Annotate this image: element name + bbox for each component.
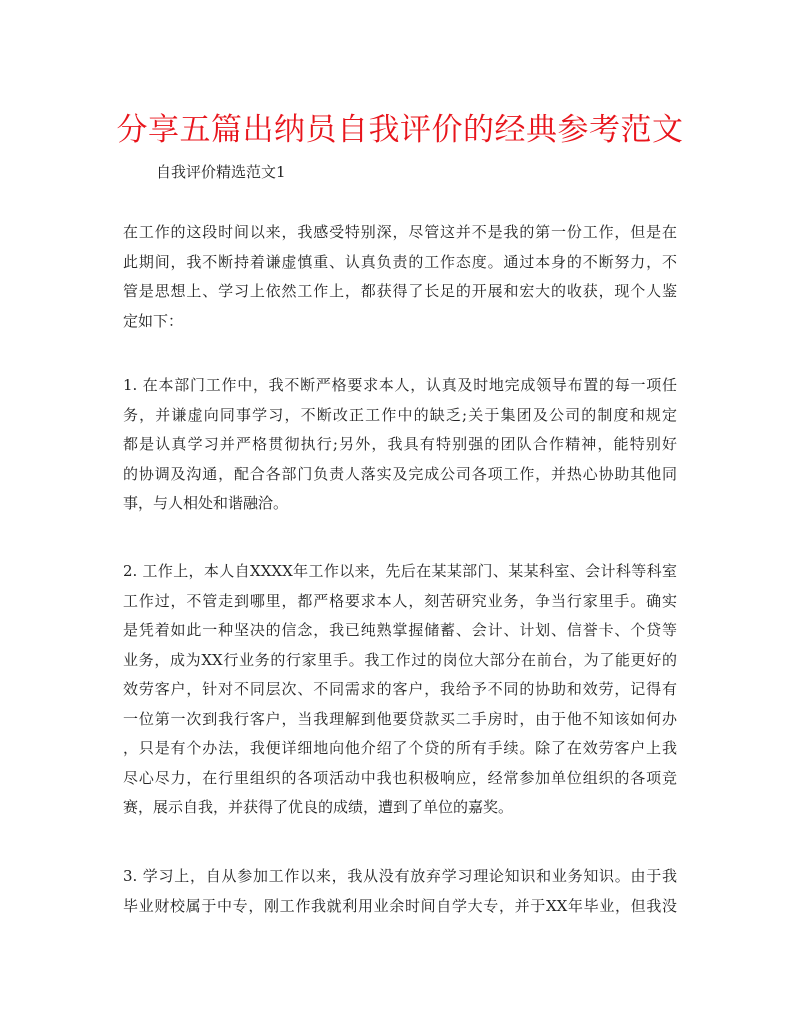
paragraph-line: 此期间，我不断持着谦虚慎重、认真负责的工作态度。通过本身的不断努力，不 bbox=[123, 252, 677, 271]
paragraph-line: 都是认真学习并严格贯彻执行;另外，我具有特别强的团队合作精神，能特别好 bbox=[123, 435, 677, 453]
paragraph-line: 尽心尽力，在行里组织的各项活动中我也积极响应，经常参加单位组织的各项竞 bbox=[123, 768, 677, 787]
paragraph-item-2 bbox=[123, 557, 677, 823]
paragraph-line: 事，与人相处和谐融洽。 bbox=[123, 494, 289, 512]
paragraph-line: 工作过，不管走到哪里，都严格要求本人，刻苦研究业务，争当行家里手。确实 bbox=[123, 591, 677, 610]
page-title: 分享五篇出纳员自我评价的经典参考范文 bbox=[116, 112, 684, 148]
paragraph-line: 毕业财校属于中专，刚工作我就利用业余时间自学大专，并于XX年毕业，但我没 bbox=[123, 896, 677, 915]
paragraph-line: 管是思想上、学习上依然工作上，都获得了长足的开展和宏大的收获，现个人鉴 bbox=[123, 282, 677, 300]
paragraph-line: 的协调及沟通，配合各部门负责人落实及完成公司各项工作，并热心协助其他同 bbox=[123, 464, 677, 483]
paragraph-line: 在工作的这段时间以来，我感受特别深，尽管这并不是我的第一份工作，但是在 bbox=[123, 223, 677, 241]
document-subtitle: 自我评价精选范文1 bbox=[156, 163, 286, 181]
paragraph-item-3 bbox=[123, 862, 677, 921]
paragraph-line: 一位第一次到我行客户，当我理解到他要贷款买二手房时，由于他不知该如何办 bbox=[123, 709, 677, 728]
paragraph-line: 效劳客户，针对不同层次、不同需求的客户，我给予不同的协助和效劳，记得有 bbox=[123, 680, 677, 698]
paragraph-line: 是凭着如此一种坚决的信念，我已纯熟掌握储蓄、会计、计划、信誉卡、个贷等 bbox=[123, 621, 677, 639]
paragraph-line: 2. 工作上，本人自XXXX年工作以来，先后在某某部门、某某科室、会计科等科室 bbox=[123, 562, 677, 580]
paragraph-line: ，只是有个办法，我便详细地向他介绍了个贷的所有手续。除了在效劳客户上我 bbox=[123, 739, 677, 757]
paragraph-line: 1. 在本部门工作中，我不断严格要求本人，认真及时地完成领导布置的每一项任 bbox=[123, 376, 677, 394]
paragraph-intro bbox=[123, 218, 677, 336]
paragraph-line: 赛，展示自我，并获得了优良的成绩，遭到了单位的嘉奖。 bbox=[123, 798, 514, 816]
paragraph-line: 务，并谦虚向同事学习，不断改正工作中的缺乏;关于集团及公司的制度和规定 bbox=[123, 405, 677, 424]
paragraph-line: 3. 学习上，自从参加工作以来，我从没有放弃学习理论知识和业务知识。由于我 bbox=[123, 867, 677, 885]
paragraph-line: 业务，成为XX行业务的行家里手。我工作过的岗位大部分在前台，为了能更好的 bbox=[123, 650, 677, 669]
paragraph-item-1 bbox=[123, 371, 677, 519]
paragraph-line: 定如下： bbox=[123, 311, 184, 330]
